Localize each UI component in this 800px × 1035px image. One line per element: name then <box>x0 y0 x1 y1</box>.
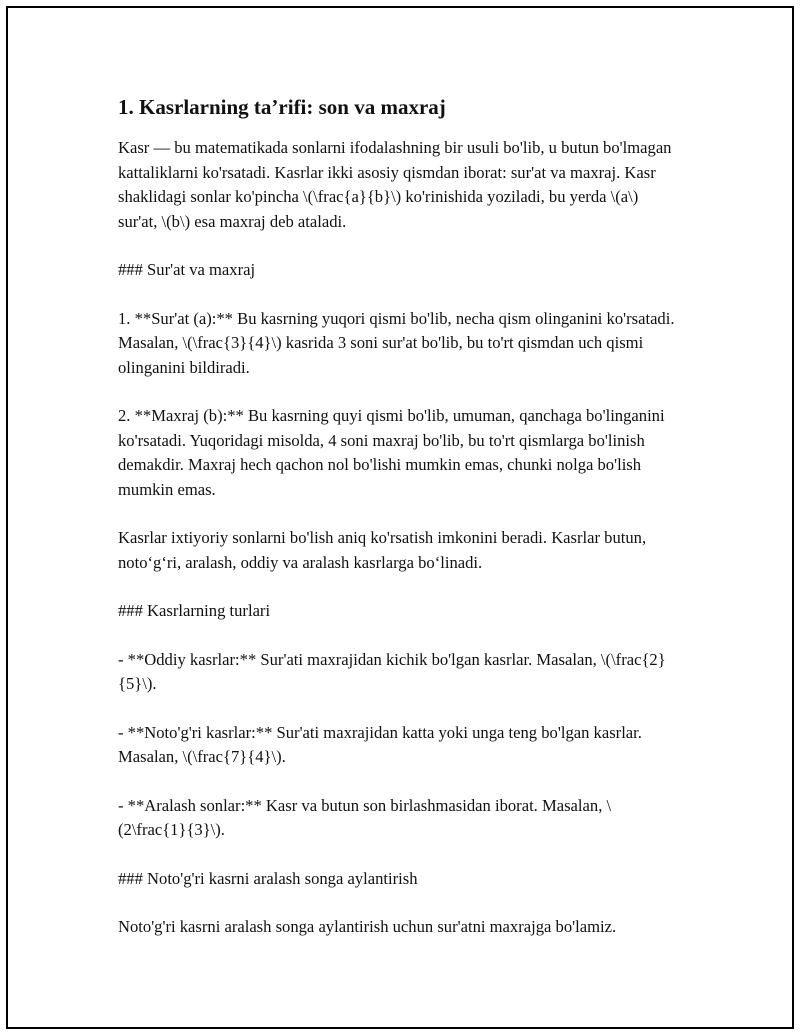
denominator-paragraph: 2. **Maxraj (b):** Bu kasrning quyi qismi bo'lib, umuman, qanchaga bo'linganini ko'rsatadi. Yuqoridagi misolda, 4 soni maxraj bo'lib, bu to'rt qismlarga bo'linish demakdir. Maxraj hech qachon nol bo'lishi mumkin emas, chunki nolga bo'lish mumkin emas. <box>118 406 665 499</box>
list-item-aralash-sonlar: - **Aralash sonlar:** Kasr va butun son birlashmasidan iborat. Masalan, \(2\frac{1}{3}\). <box>118 795 612 839</box>
list-item-oddiy-kasrlar: - **Oddiy kasrlar:** Sur'ati maxrajidan kichik bo'lgan kasrlar. Masalan, \(\frac{2}{5}\). <box>118 649 666 693</box>
conversion-paragraph: Noto'g'ri kasrni aralash songa aylantirish uchun sur'atni maxrajga bo'lamiz. <box>118 917 617 936</box>
heading-aylantirish: ### Noto'g'ri kasrni aralash songa aylantirish <box>118 868 418 888</box>
heading-kasrlarning-turlari: ### Kasrlarning turlari <box>118 601 271 620</box>
intro-paragraph: Kasr — bu matematikada sonlarni ifodalashning bir usuli bo'lib, u butun bo'lmagan kattaliklarni ko'rsatadi. Kasrlar ikki asosiy qismdan iborat: sur'at va maxraj. Kasr shaklidagi sonlar ko'pincha \(\frac{a}{b}\) ko'rinishida yoziladi, bu yerda \(a\) sur'at, \(b\) esa maxraj deb ataladi. <box>118 138 672 231</box>
numerator-paragraph: 1. **Sur'at (a):** Bu kasrning yuqori qismi bo'lib, necha qism olinganini ko'rsatadi. Masalan, \(\frac{3}{4}\) kasrida 3 soni sur'at bo'lib, bu to'rt qismdan uch qismi olinganini bildiradi. <box>118 308 675 377</box>
list-item-notogri-kasrlar: - **Noto'g'ri kasrlar:** Sur'ati maxrajidan katta yoki unga teng bo'lgan kasrlar. Masalan, \(\frac{7}{4}\). <box>118 722 642 766</box>
fraction-types-intro: Kasrlar ixtiyoriy sonlarni bo'lish aniq ko'rsatish imkonini beradi. Kasrlar butun, noto‘g‘ri, aralash, oddiy va aralash kasrlarga bo‘linadi. <box>118 528 647 572</box>
heading-surat-va-maxraj: ### Sur'at va maxraj <box>118 260 256 279</box>
document-title: 1. Kasrlarning ta’rifi: son va maxraj <box>118 95 446 119</box>
document-body <box>118 92 678 964</box>
